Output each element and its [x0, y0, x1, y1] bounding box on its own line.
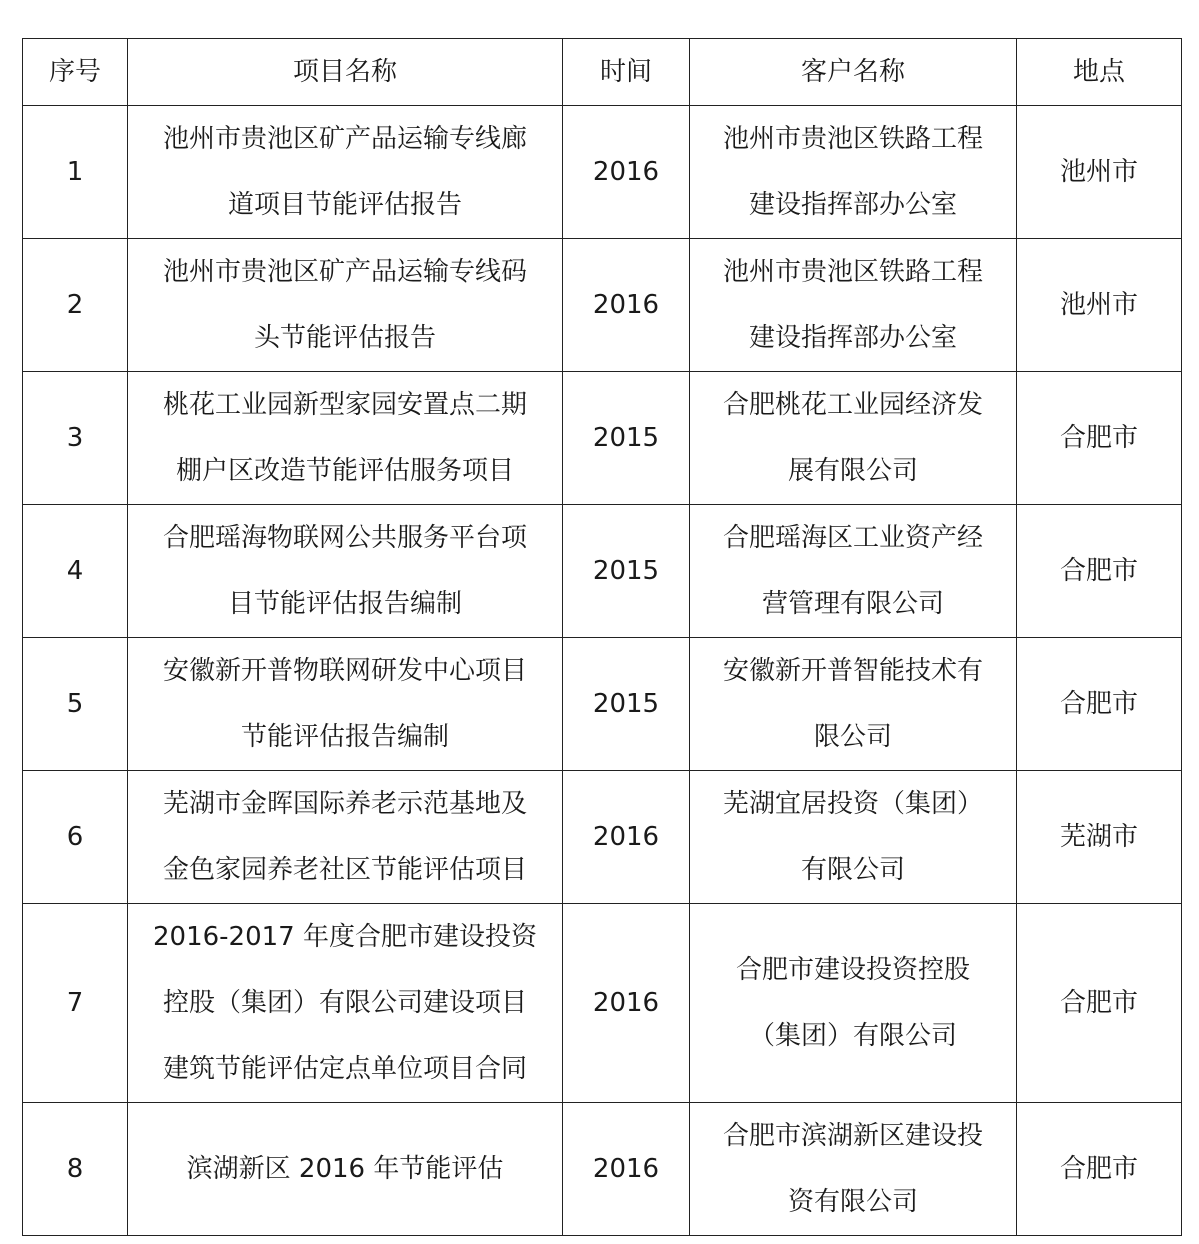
header-name: 项目名称 [128, 39, 563, 106]
cell-project-name-line: 控股（集团）有限公司建设项目 [162, 988, 527, 1018]
cell-client-line: 资有限公司 [787, 1187, 918, 1217]
cell-client-line: 展有限公司 [787, 456, 918, 486]
cell-client-line: 池州市贵池区铁路工程 [722, 124, 983, 154]
cell-place: 合肥市 [1017, 904, 1182, 1103]
cell-client-line: 芜湖宜居投资（集团） [722, 789, 983, 819]
cell-project-name-line: 合肥瑶海物联网公共服务平台项 [162, 523, 527, 553]
cell-num: 2 [23, 239, 128, 372]
cell-project-name-line: 棚户区改造节能评估服务项目 [175, 456, 514, 486]
cell-num: 8 [23, 1103, 128, 1236]
cell-project-name-line: 目节能评估报告编制 [227, 589, 462, 619]
cell-client-line: 合肥市滨湖新区建设投 [722, 1121, 983, 1151]
cell-year: 2016 [563, 771, 690, 904]
cell-year: 2015 [563, 372, 690, 505]
cell-year: 2016 [563, 904, 690, 1103]
cell-client-line: （集团）有限公司 [748, 1021, 957, 1051]
cell-project-name [128, 372, 563, 505]
cell-num: 6 [23, 771, 128, 904]
cell-project-name-line: 建筑节能评估定点单位项目合同 [162, 1054, 527, 1084]
table-row [23, 1103, 1182, 1236]
cell-client-line: 营管理有限公司 [761, 589, 944, 619]
cell-project-name [128, 106, 563, 239]
cell-place: 芜湖市 [1017, 771, 1182, 904]
cell-project-name-line: 池州市贵池区矿产品运输专线廊 [162, 124, 527, 154]
cell-client-line: 合肥市建设投资控股 [735, 955, 970, 985]
cell-project-name [128, 239, 563, 372]
header-client: 客户名称 [690, 39, 1017, 106]
cell-client-line: 建设指挥部办公室 [748, 190, 957, 220]
cell-client-line: 合肥桃花工业园经济发 [722, 390, 983, 420]
cell-client-line: 合肥瑶海区工业资产经 [722, 523, 983, 553]
cell-project-name-line: 节能评估报告编制 [240, 722, 449, 752]
cell-num: 5 [23, 638, 128, 771]
cell-year: 2015 [563, 638, 690, 771]
cell-project-name-line: 滨湖新区 2016 年节能评估 [186, 1154, 504, 1184]
cell-project-name-line: 金色家园养老社区节能评估项目 [162, 855, 527, 885]
cell-num: 3 [23, 372, 128, 505]
cell-project-name [128, 904, 563, 1103]
cell-project-name [128, 638, 563, 771]
cell-client [690, 638, 1017, 771]
cell-project-name [128, 1103, 563, 1236]
cell-num: 1 [23, 106, 128, 239]
header-place: 地点 [1017, 39, 1182, 106]
table-row [23, 239, 1182, 372]
cell-place: 合肥市 [1017, 638, 1182, 771]
cell-client [690, 1103, 1017, 1236]
cell-client [690, 372, 1017, 505]
cell-project-name [128, 771, 563, 904]
header-num: 序号 [23, 39, 128, 106]
table-row [23, 372, 1182, 505]
cell-client [690, 106, 1017, 239]
cell-place: 池州市 [1017, 239, 1182, 372]
table-row [23, 106, 1182, 239]
cell-place: 合肥市 [1017, 505, 1182, 638]
cell-client-line: 限公司 [813, 722, 892, 752]
header-year: 时间 [563, 39, 690, 106]
cell-client [690, 771, 1017, 904]
cell-project-name-line: 池州市贵池区矿产品运输专线码 [162, 257, 527, 287]
cell-num: 7 [23, 904, 128, 1103]
cell-year: 2016 [563, 106, 690, 239]
cell-client-line: 安徽新开普智能技术有 [722, 656, 983, 686]
cell-project-name-line: 芜湖市金晖国际养老示范基地及 [162, 789, 527, 819]
cell-client [690, 239, 1017, 372]
cell-client-line: 有限公司 [800, 855, 905, 885]
cell-place: 池州市 [1017, 106, 1182, 239]
cell-client-line: 建设指挥部办公室 [748, 323, 957, 353]
cell-year: 2015 [563, 505, 690, 638]
cell-project-name [128, 505, 563, 638]
cell-year: 2016 [563, 1103, 690, 1236]
table-row [23, 904, 1182, 1103]
table-body [23, 106, 1182, 1236]
cell-year: 2016 [563, 239, 690, 372]
cell-place: 合肥市 [1017, 372, 1182, 505]
cell-project-name-line: 道项目节能评估报告 [227, 190, 462, 220]
cell-project-name-line: 桃花工业园新型家园安置点二期 [162, 390, 527, 420]
cell-project-name-line: 安徽新开普物联网研发中心项目 [162, 656, 527, 686]
cell-place: 合肥市 [1017, 1103, 1182, 1236]
cell-project-name-line: 头节能评估报告 [253, 323, 436, 353]
cell-project-name-line: 2016-2017 年度合肥市建设投资 [153, 922, 537, 952]
header-row [23, 39, 1182, 106]
table-row [23, 771, 1182, 904]
table-row [23, 505, 1182, 638]
cell-client [690, 904, 1017, 1103]
project-table [22, 38, 1182, 1236]
cell-client [690, 505, 1017, 638]
cell-num: 4 [23, 505, 128, 638]
table-row [23, 638, 1182, 771]
cell-client-line: 池州市贵池区铁路工程 [722, 257, 983, 287]
